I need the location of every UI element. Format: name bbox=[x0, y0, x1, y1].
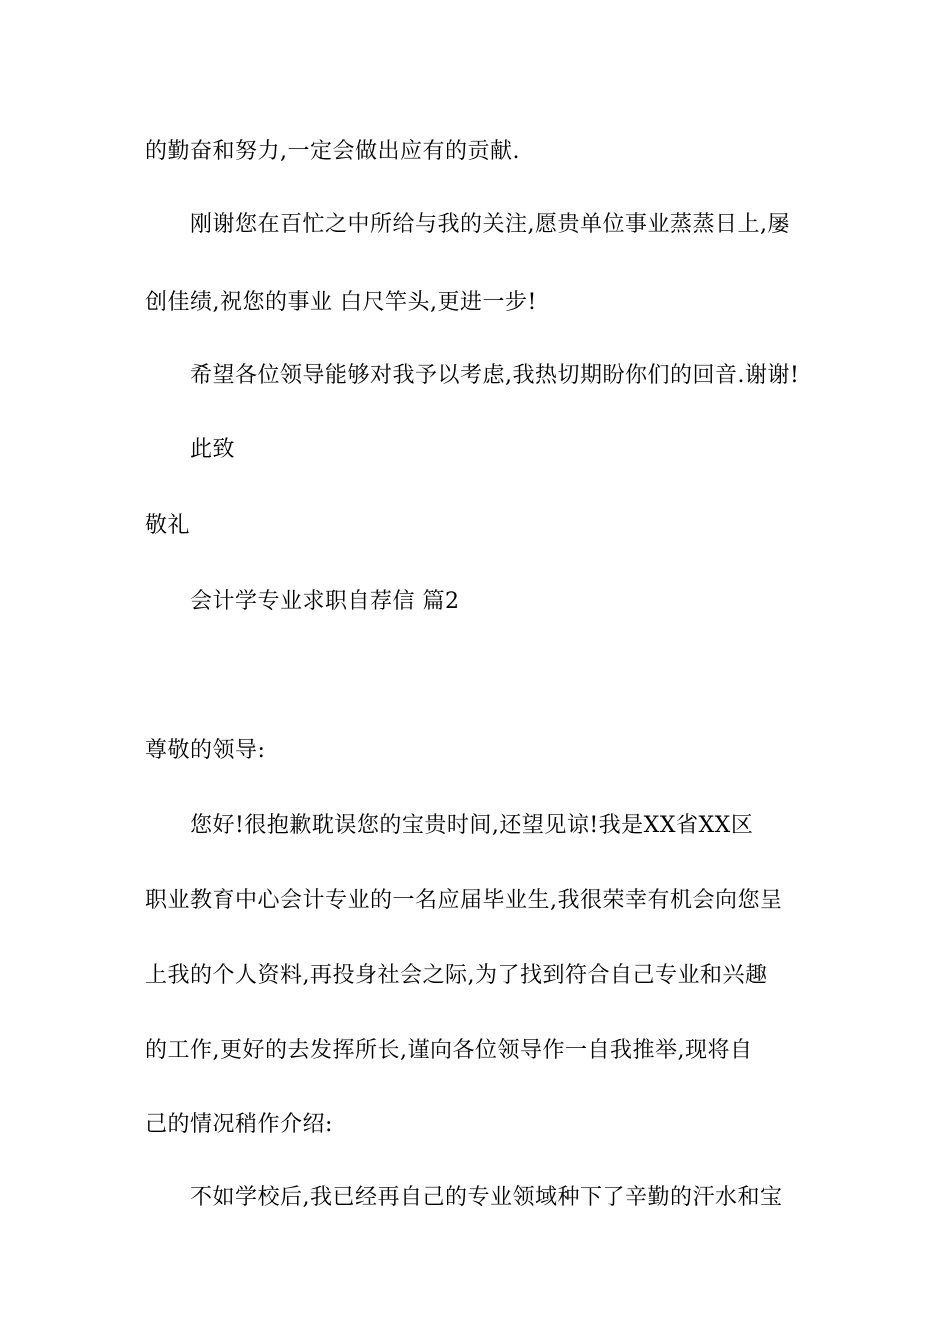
section-title: 会计学专业求职自荐信 篇2 bbox=[190, 589, 460, 614]
text-line: 己的情况稍作介绍: bbox=[145, 1112, 333, 1137]
text-line: 上我的个人资料,再投身社会之际,为了找到符合自己专业和兴趣 bbox=[145, 963, 768, 988]
text-line: 职业教育中心会计专业的一名应届毕业生,我很荣幸有机会向您呈 bbox=[145, 888, 783, 913]
closing-salutation: 此致 bbox=[190, 437, 236, 462]
closing-regards: 敬礼 bbox=[145, 513, 191, 538]
greeting: 尊敬的领导: bbox=[145, 738, 266, 763]
text-line: 不如学校后,我已经再自己的专业领域种下了辛勤的汗水和宝 bbox=[190, 1185, 783, 1210]
text-line: 刚谢您在百忙之中所给与我的关注,愿贵单位事业蒸蒸日上,屡 bbox=[190, 212, 790, 237]
text-line: 您好!很抱歉耽误您的宝贵时间,还望见谅!我是XX省XX区 bbox=[190, 813, 754, 838]
text-line: 创佳绩,祝您的事业 白尺竿头,更进一步! bbox=[145, 290, 537, 315]
text-line: 的工作,更好的去发挥所长,谨向各位领导作一自我推举,现将自 bbox=[145, 1038, 753, 1063]
text-line: 希望各位领导能够对我予以考虑,我热切期盼你们的回音.谢谢! bbox=[190, 363, 800, 388]
text-line: 的勤奋和努力,一定会做出应有的贡献. bbox=[145, 139, 520, 164]
